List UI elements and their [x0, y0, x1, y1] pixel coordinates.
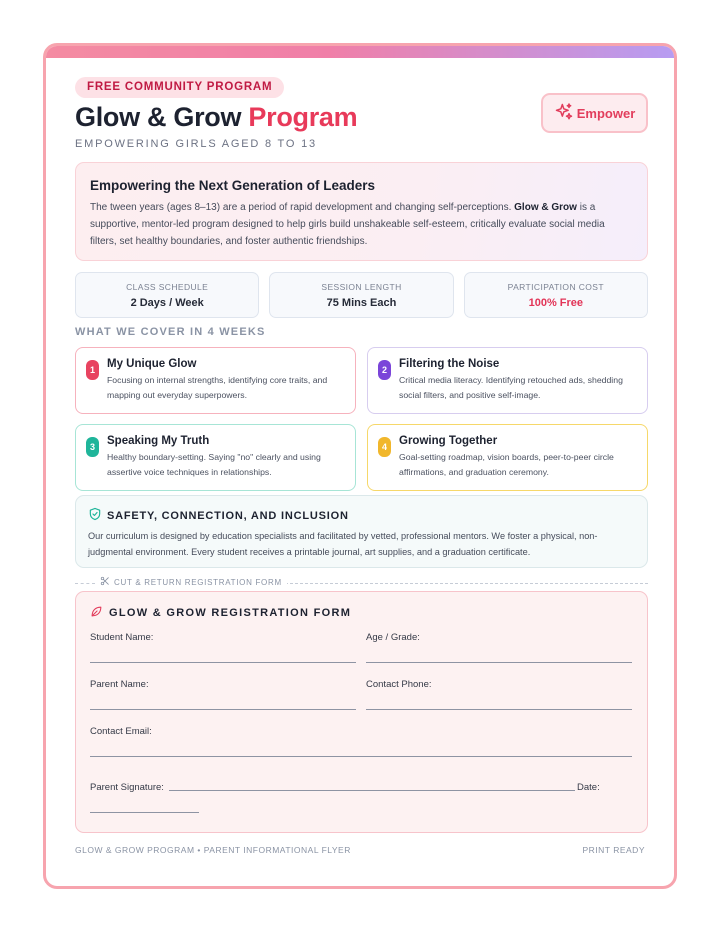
intro-text-part1: The tween years (ages 8–13) are a period of rapid development and changing self-perceptions.: [90, 202, 515, 213]
stat-class-schedule: [75, 272, 259, 318]
stat-value: 2 Days / Week: [130, 297, 204, 309]
cut-line-label: [95, 576, 287, 588]
intro-text: [90, 199, 633, 250]
week-card-3: [75, 424, 356, 491]
safety-text: Our curriculum is designed by education specialists and facilitated by vetted, professional mentors. We foster a physical, non-judgmental environment. Every student receives a printable journal, art supplies, and a graduation certificate.: [88, 531, 598, 557]
stat-label: SESSION LENGTH: [321, 282, 402, 292]
week-card-1: [75, 347, 356, 414]
parent-name-field[interactable]: [90, 709, 356, 710]
gradient-top-bar: [46, 46, 674, 58]
safety-heading: SAFETY, CONNECTION, AND INCLUSION: [107, 509, 349, 522]
safety-heading-row: [88, 507, 634, 524]
week-title: Filtering the Noise: [399, 358, 500, 370]
week-title: My Unique Glow: [107, 358, 197, 370]
intro-heading: Empowering the Next Generation of Leaders: [90, 178, 376, 193]
student-name-field[interactable]: [90, 662, 356, 663]
cut-line-text: CUT & RETURN REGISTRATION FORM: [114, 577, 282, 587]
cut-dash-left: [75, 583, 95, 584]
title-accent: Program: [248, 102, 358, 132]
empower-badge: [541, 93, 648, 133]
parent-signature-field[interactable]: [169, 790, 575, 791]
intro-text-part2: is a supportive, mentor-led program designed to help girls build unshakeable self-esteem, critically evaluate social media filters, set healthy boundaries, and foster authentic friendships.: [90, 202, 605, 247]
intro-text-bold: Glow & Grow: [514, 202, 577, 213]
form-heading-row: [90, 605, 351, 621]
week-number: 1: [86, 360, 99, 380]
week-number: 4: [378, 437, 391, 457]
week-description: Goal-setting roadmap, vision boards, peer-to-peer circle affirmations, and graduation ceremony.: [399, 452, 614, 477]
week-number: 3: [86, 437, 99, 457]
page-subtitle: EMPOWERING GIRLS AGED 8 TO 13: [75, 138, 317, 150]
stat-value: 75 Mins Each: [326, 297, 397, 309]
week-description: Critical media literacy. Identifying retouched ads, shedding social filters, and positive self-image.: [399, 375, 623, 400]
title-main: Glow & Grow: [75, 102, 249, 132]
flyer-page: [43, 43, 677, 889]
student-name-label: Student Name:: [90, 632, 154, 643]
shield-check-icon: [88, 507, 102, 524]
contact-phone-field[interactable]: [366, 709, 632, 710]
parent-signature-label: Parent Signature:: [90, 782, 164, 793]
week-card-4: [367, 424, 648, 491]
contact-email-label: Contact Email:: [90, 726, 152, 737]
scissors-icon: [100, 576, 110, 588]
form-heading: GLOW & GROW REGISTRATION FORM: [109, 607, 352, 619]
intro-box: [75, 162, 648, 261]
page-title: [75, 102, 357, 133]
program-badge: FREE COMMUNITY PROGRAM: [75, 77, 284, 98]
week-card-2: [367, 347, 648, 414]
week-description: Focusing on internal strengths, identifying core traits, and mapping out everyday superpowers.: [107, 375, 328, 400]
stat-value: 100% Free: [528, 297, 584, 309]
registration-form: [75, 591, 648, 833]
safety-box: [75, 495, 648, 568]
date-label: Date:: [577, 782, 600, 793]
stat-label: CLASS SCHEDULE: [126, 282, 209, 292]
cut-dash-right: [275, 583, 648, 584]
stats-row: [75, 272, 648, 318]
age-grade-label: Age / Grade:: [366, 632, 420, 643]
stat-participation-cost: [464, 272, 648, 318]
contact-email-field[interactable]: [90, 756, 632, 757]
stat-session-length: [269, 272, 453, 318]
parent-name-label: Parent Name:: [90, 679, 149, 690]
sparkle-icon: [554, 102, 574, 125]
contact-phone-label: Contact Phone:: [366, 679, 432, 690]
week-number: 2: [378, 360, 391, 380]
footer-right-text: PRINT READY: [582, 845, 645, 855]
week-title: Growing Together: [399, 435, 498, 447]
curriculum-heading: WHAT WE COVER IN 4 WEEKS: [75, 326, 266, 338]
age-grade-field[interactable]: [366, 662, 632, 663]
cut-line: [75, 576, 648, 590]
empower-label: Empower: [576, 105, 636, 121]
stat-label: PARTICIPATION COST: [507, 282, 604, 292]
footer-left-text: GLOW & GROW PROGRAM • PARENT INFORMATIONAL FLYER: [75, 845, 351, 855]
date-field[interactable]: [90, 812, 199, 813]
week-title: Speaking My Truth: [107, 435, 210, 447]
leaf-icon: [90, 605, 103, 621]
week-description: Healthy boundary-setting. Saying "no" clearly and using assertive voice techniques in relationships.: [107, 452, 321, 477]
